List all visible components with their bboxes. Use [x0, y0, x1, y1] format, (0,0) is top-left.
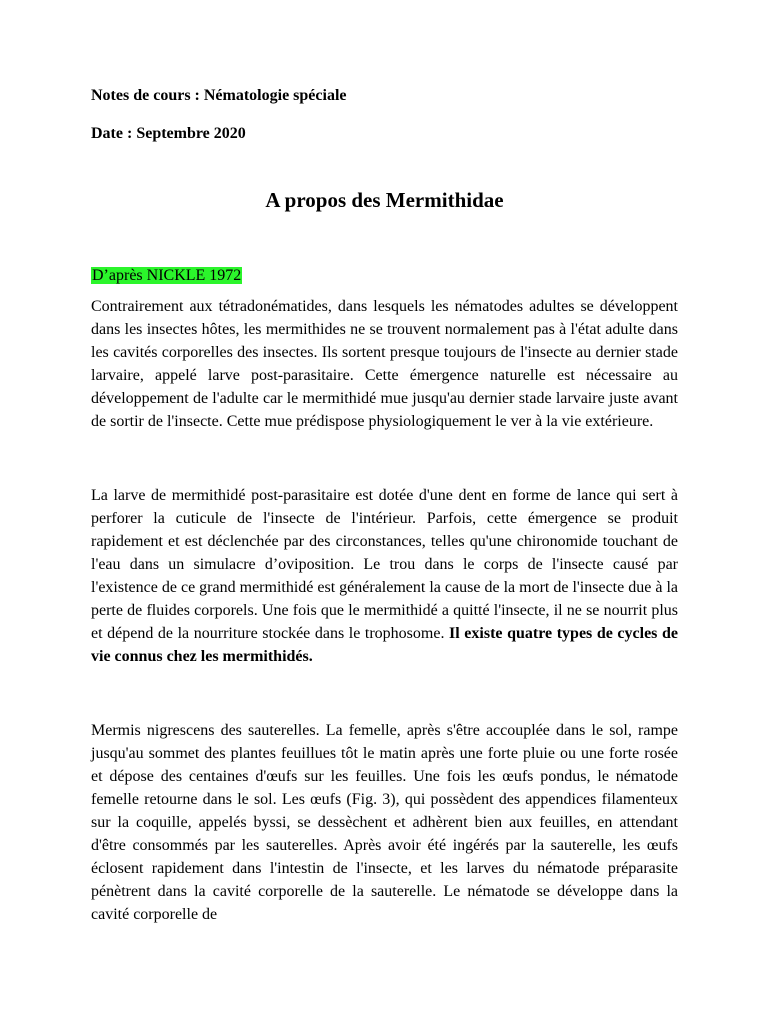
paragraph-2-text: La larve de mermithidé post-parasitaire est dotée d'une dent en forme de lance qui sert à perforer la cuticule de l'insecte de l'intérieur. Parfois, cette émergence se produit rapidement et est déclenchée par des circonstances, telles qu'une chironomide touchant de l'eau dans un simulacre d’oviposition. Le trou dans le corps de l'insecte causé par l'existence de ce grand mermithidé est généralement la cause de la mort de l'insecte due à la perte de fluides corporels. Une fois que le mermithidé a quitté l'insecte, il ne se nourrit plus et dépend de la nourriture stockée dans le trophosome.	[91, 487, 678, 642]
document-title: A propos des Mermithidae	[265, 188, 504, 212]
paragraph-2	[91, 484, 678, 668]
highlighted-source-text: D’après NICKLE 1972	[92, 267, 242, 284]
course-title: Notes de cours : Nématologie spéciale	[91, 87, 347, 104]
paragraph-2-bold-text: Il existe quatre types de cycles de vie connus chez les mermithidés.	[91, 625, 678, 665]
paragraph-3: Mermis nigrescens des sauterelles. La femelle, après s'être accouplée dans le sol, rampe jusqu'au sommet des plantes feuillues tôt le matin après une forte pluie ou une forte rosée et dépose des centaines d'œufs sur les feuilles. Une fois les œufs pondus, le nématode femelle retourne dans le sol. Les œufs (Fig. 3), qui possèdent des appendices filamenteux sur la coquille, appelés byssi, se dessèchent et adhèrent bien aux feuilles, en attendant d'être consommés par les sauterelles. Après avoir été ingérés par la sauterelle, les œufs éclosent rapidement dans l'intestin de l'insecte, et les larves du nématode préparasite pénètrent dans la cavité corporelle de la sauterelle. Le nématode se développe dans la cavité corporelle de	[91, 722, 678, 923]
course-date: Date : Septembre 2020	[91, 125, 246, 142]
paragraph-1: Contrairement aux tétradonématides, dans lesquels les nématodes adultes se développent dans les insectes hôtes, les mermithides ne se trouvent normalement pas à l'état adulte dans les cavités corporelles des insectes. Ils sortent presque toujours de l'insecte au dernier stade larvaire, appelé larve post-parasitaire. Cette émergence naturelle est nécessaire au développement de l'adulte car le mermithidé mue jusqu'au dernier stade larvaire juste avant de sortir de l'insecte. Cette mue prédispose physiologiquement le ver à la vie extérieure.	[91, 298, 678, 430]
source-reference	[91, 265, 678, 287]
